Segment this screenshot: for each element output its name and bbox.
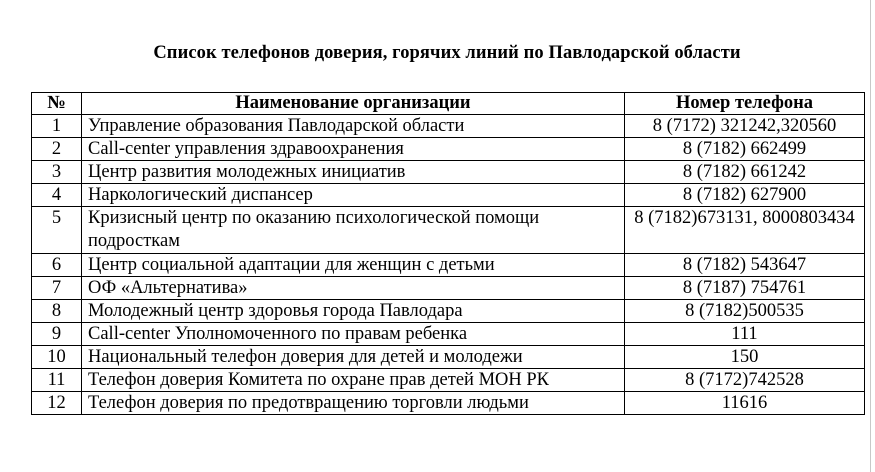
- row-number: 1: [32, 115, 82, 138]
- organization-name: Call-center управления здравоохранения: [82, 138, 625, 161]
- row-number: 11: [32, 369, 82, 392]
- organization-name: Телефон доверия по предотвращению торговли людьми: [82, 392, 625, 415]
- table-row: [32, 207, 865, 254]
- row-number: 5: [32, 207, 82, 254]
- phone-number: 8 (7182) 662499: [625, 138, 865, 161]
- row-number: 4: [32, 184, 82, 207]
- header-phone: Номер телефона: [625, 93, 865, 115]
- row-number: 8: [32, 300, 82, 323]
- row-number: 3: [32, 161, 82, 184]
- organization-name: Молодежный центр здоровья города Павлодара: [82, 300, 625, 323]
- table-row: [32, 323, 865, 346]
- table-row: [32, 254, 865, 277]
- table-header-row: [32, 93, 865, 115]
- header-number: №: [32, 93, 82, 115]
- row-number: 10: [32, 346, 82, 369]
- table-row: [32, 369, 865, 392]
- row-number: 7: [32, 277, 82, 300]
- table-row: [32, 115, 865, 138]
- phone-number: 150: [625, 346, 865, 369]
- organization-name: Call-center Уполномоченного по правам ребенка: [82, 323, 625, 346]
- hotline-table: [31, 92, 865, 415]
- organization-name: ОФ «Альтернатива»: [82, 277, 625, 300]
- row-number: 9: [32, 323, 82, 346]
- table-row: [32, 161, 865, 184]
- organization-name: Наркологический диспансер: [82, 184, 625, 207]
- phone-number: 11616: [625, 392, 865, 415]
- table-row: [32, 300, 865, 323]
- table-row: [32, 346, 865, 369]
- phone-number: 8 (7182) 661242: [625, 161, 865, 184]
- organization-name: Телефон доверия Комитета по охране прав детей МОН РК: [82, 369, 625, 392]
- phone-number: 8 (7182) 543647: [625, 254, 865, 277]
- phone-number: 8 (7172) 321242,320560: [625, 115, 865, 138]
- organization-name: Центр социальной адаптации для женщин с детьми: [82, 254, 625, 277]
- table-row: [32, 138, 865, 161]
- phone-number: 8 (7182)500535: [625, 300, 865, 323]
- phone-number: 8 (7172)742528: [625, 369, 865, 392]
- organization-name: Управление образования Павлодарской области: [82, 115, 625, 138]
- phone-number: 111: [625, 323, 865, 346]
- phone-number: 8 (7182)673131, 8000803434: [625, 207, 865, 254]
- header-organization: Наименование организации: [82, 93, 625, 115]
- row-number: 2: [32, 138, 82, 161]
- document-title: Список телефонов доверия, горячих линий по Павлодарской области: [153, 43, 741, 63]
- table-row: [32, 277, 865, 300]
- phone-number: 8 (7182) 627900: [625, 184, 865, 207]
- organization-name: Национальный телефон доверия для детей и молодежи: [82, 346, 625, 369]
- row-number: 6: [32, 254, 82, 277]
- table-row: [32, 184, 865, 207]
- organization-name: Кризисный центр по оказанию психологической помощи подросткам: [82, 207, 625, 254]
- phone-number: 8 (7187) 754761: [625, 277, 865, 300]
- table-row: [32, 392, 865, 415]
- organization-name: Центр развития молодежных инициатив: [82, 161, 625, 184]
- page-edge-line: [870, 0, 871, 472]
- row-number: 12: [32, 392, 82, 415]
